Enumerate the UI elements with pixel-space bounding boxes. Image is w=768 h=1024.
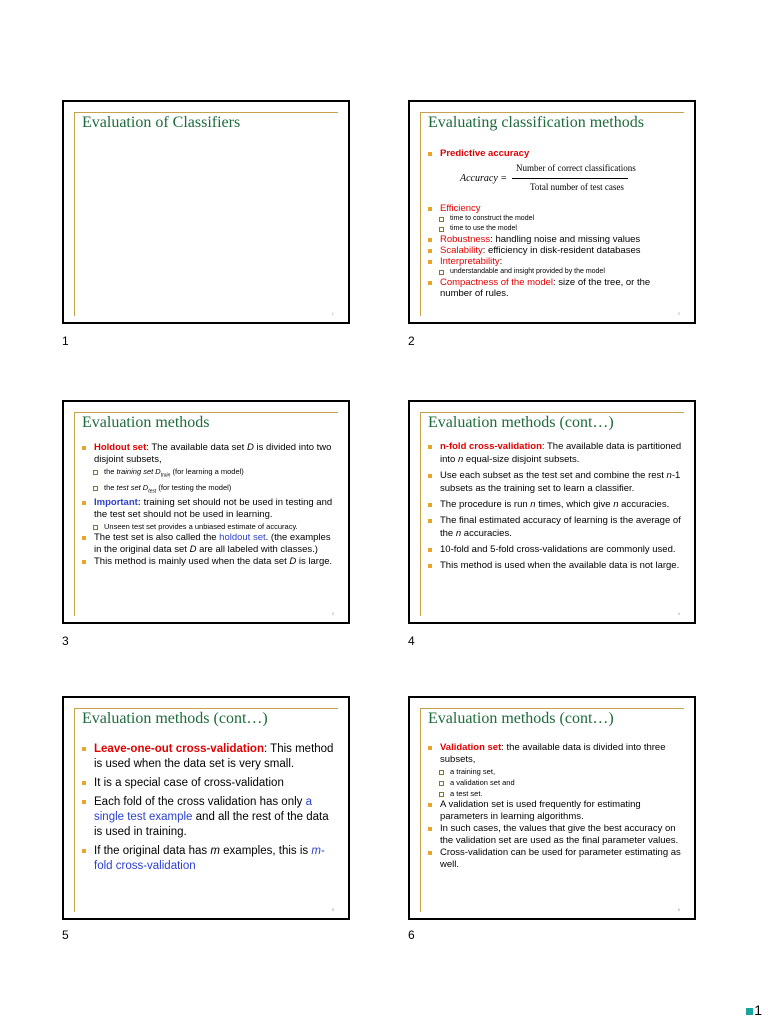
sub-bullet: a test set.: [428, 788, 682, 799]
formula-numerator: Number of correct classifications: [516, 163, 636, 173]
use-n: n: [666, 470, 672, 481]
slide-number-label: 4: [408, 634, 415, 648]
loo-text: : This method is used when the data set is very small.: [94, 743, 334, 770]
bullet-used-when: This method is used when the available data is not large.: [428, 559, 682, 572]
sub-text: (for testing the model): [156, 482, 232, 492]
robustness-label: Robustness: [440, 234, 491, 245]
sub-bullet: Unseen test set provides a unbiased estimate of accuracy.: [82, 521, 336, 532]
slide-rule-vertical: [74, 708, 75, 912]
run-n2: n: [613, 499, 619, 510]
bullet-mainly-used: [82, 556, 336, 568]
validation-text: : the available data is divided into three subsets,: [440, 742, 666, 765]
also-D: D: [189, 544, 197, 555]
sub-text: (for learning a model): [170, 467, 244, 476]
bullet-holdout-set: [82, 532, 336, 556]
slide-rule-horizontal: [74, 412, 338, 413]
slide-page-number: 1: [331, 311, 334, 316]
mainly-text-a: This method is mainly used when the data set: [94, 556, 290, 567]
sub-text: the: [104, 467, 117, 476]
n-fold-text-b: equal-size disjoint subsets.: [463, 454, 580, 465]
also-text-b: . (the examples in the original data set: [94, 532, 331, 555]
bullet-compactness: [428, 277, 682, 299]
bullet-frequently-used: A validation set is used frequently for estimating parameters in learning algorithms.: [428, 799, 682, 823]
slide-title: Evaluation methods (cont…): [428, 710, 614, 727]
slide-3: [62, 400, 350, 624]
bullet-important: [82, 497, 336, 521]
slide-page-number: 6: [677, 907, 680, 912]
important-text: training set should not be used in testing and the test set should not be used in learning.: [94, 497, 333, 520]
slide-4: [408, 400, 696, 624]
compactness-text: : size of the tree, or the number of rules.: [440, 277, 651, 299]
bullet-robustness: [428, 234, 682, 245]
slide-title: Evaluation methods (cont…): [82, 710, 268, 727]
n-fold-text-a: : The available data is partitioned into: [440, 441, 682, 465]
sub-text-italic: test set D: [116, 482, 149, 492]
holdout-D: D: [246, 442, 254, 453]
page-number-text: 1: [754, 1002, 762, 1018]
holdout-text-b: is divided into two disjoint subsets,: [94, 442, 332, 465]
interpretability-text: :: [499, 256, 503, 267]
bullet-validation-set: [428, 742, 682, 766]
slide-rule-vertical: [420, 112, 421, 316]
robustness-text: : handling noise and missing values: [490, 234, 641, 245]
slide-rule-horizontal: [420, 412, 684, 413]
sub-bullet: time to construct the model: [428, 214, 682, 224]
mainly-D: D: [289, 556, 297, 567]
slide-number-label: 1: [62, 334, 69, 348]
page-number: [746, 1002, 762, 1018]
also-text-c: are all labeled with classes.): [196, 544, 318, 555]
slide-rule-horizontal: [420, 708, 684, 709]
slide-page-number: 4: [677, 611, 680, 616]
sub-text-italic: training set D: [116, 467, 161, 476]
scalability-label: Scalability: [440, 245, 483, 256]
slide-page-number: 2: [677, 311, 680, 316]
bullet-such-cases: In such cases, the values that give the best accuracy on the validation set are used as the final parameter values.: [428, 823, 682, 847]
m-fold-link: -fold cross-validation: [94, 845, 325, 872]
slide-title: Evaluation of Classifiers: [82, 114, 241, 131]
bullet-interpretability: [428, 256, 682, 267]
bullet-special-case: It is a special case of cross-validation: [82, 776, 336, 791]
n-fold-n: n: [457, 454, 464, 465]
sub-bullet: understandable and insight provided by the model: [428, 267, 682, 277]
slide-title: Evaluating classification methods: [428, 114, 644, 131]
bullet-holdout: [82, 442, 336, 466]
validation-label: Validation set: [440, 742, 502, 753]
slide-rule-horizontal: [74, 112, 338, 113]
formula-denominator: Total number of test cases: [530, 182, 624, 192]
slide-1: [62, 100, 350, 324]
slide-6: [408, 696, 696, 920]
slide-page-number: 5: [331, 907, 334, 912]
interpretability-label: Interpretability: [440, 256, 500, 267]
run-text-c: accuracies.: [618, 499, 670, 510]
compactness-label: Compactness of the model: [440, 277, 554, 288]
slide-page-number: 3: [331, 611, 334, 616]
slide-title: Evaluation methods: [82, 414, 210, 431]
single-test-example-link: a single test example: [94, 796, 312, 823]
use-text-b: -1 subsets as the training set to learn a classifier.: [440, 470, 681, 494]
slide-5: [62, 696, 350, 920]
final-text-b: accuracies.: [461, 528, 512, 539]
slide-rule-vertical: [420, 412, 421, 616]
sub-bullet: time to use the model: [428, 224, 682, 234]
if-text-a: If the original data has: [94, 845, 211, 857]
slide-2: [408, 100, 696, 324]
slide-rule-horizontal: [420, 112, 684, 113]
formula-fraction-line: [512, 178, 628, 179]
sub-bullet-training-set: [82, 466, 336, 482]
holdout-label: Holdout set: [94, 442, 147, 453]
use-text-a: Use each subset as the test set and combine the rest: [440, 470, 667, 481]
slide-number-label: 6: [408, 928, 415, 942]
bullet-final-accuracy: [428, 514, 682, 540]
formula-lhs: Accuracy =: [460, 173, 508, 184]
run-n1: n: [530, 499, 536, 510]
slide-rule-vertical: [420, 708, 421, 912]
run-text-a: The procedure is run: [440, 499, 531, 510]
bullet-scalability: [428, 245, 682, 256]
final-n: n: [455, 528, 462, 539]
scalability-text: : efficiency in disk-resident databases: [482, 245, 641, 256]
page-marker-icon: [746, 1008, 753, 1015]
slide-number-label: 2: [408, 334, 415, 348]
sub-bullet: a training set,: [428, 766, 682, 777]
bullet-m-fold: [82, 844, 336, 874]
holdout-text-a: : The available data set: [146, 442, 247, 453]
slide-title: Evaluation methods (cont…): [428, 414, 614, 431]
bullet-ten-fold: 10-fold and 5-fold cross-validations are commonly used.: [428, 543, 682, 556]
slide-rule-vertical: [74, 112, 75, 316]
bullet-efficiency: Efficiency: [428, 203, 682, 214]
each-text-b: and all the rest of the data is used in training.: [94, 811, 329, 838]
sub-bullet-test-set: [82, 482, 336, 498]
holdout-set-link: holdout set: [219, 532, 266, 543]
bullet-leave-one-out: [82, 742, 336, 772]
n-fold-label: n-fold cross-validation: [440, 441, 542, 452]
run-text-b: times, which give: [535, 499, 614, 510]
mainly-text-b: is large.: [296, 556, 333, 567]
if-m: m: [210, 845, 220, 857]
slide-number-label: 5: [62, 928, 69, 942]
loo-label: Leave-one-out cross-validation: [94, 743, 264, 755]
slide-number-label: 3: [62, 634, 69, 648]
final-text-a: The final estimated accuracy of learning is the average of the: [440, 515, 681, 539]
sub-text: the: [104, 482, 117, 492]
bullet-use-each-subset: [428, 469, 682, 495]
slide-rule-horizontal: [74, 708, 338, 709]
each-text-a: Each fold of the cross validation has only: [94, 796, 306, 808]
bullet-predictive-accuracy: Predictive accuracy: [428, 148, 682, 159]
bullet-cross-validation: Cross-validation can be used for parameter estimating as well.: [428, 847, 682, 871]
bullet-procedure: [428, 498, 682, 511]
m-fold-m: m: [311, 845, 321, 857]
bullet-each-fold: [82, 795, 336, 840]
subscript: test: [148, 488, 157, 494]
important-label: Important:: [94, 497, 141, 508]
bullet-n-fold: [428, 440, 682, 466]
also-text-a: The test set is also called the: [94, 532, 220, 543]
slide-rule-vertical: [74, 412, 75, 616]
accuracy-formula: [428, 163, 682, 197]
sub-bullet: a validation set and: [428, 777, 682, 788]
subscript: train: [160, 472, 171, 479]
if-text-b: examples, this is: [219, 845, 312, 857]
